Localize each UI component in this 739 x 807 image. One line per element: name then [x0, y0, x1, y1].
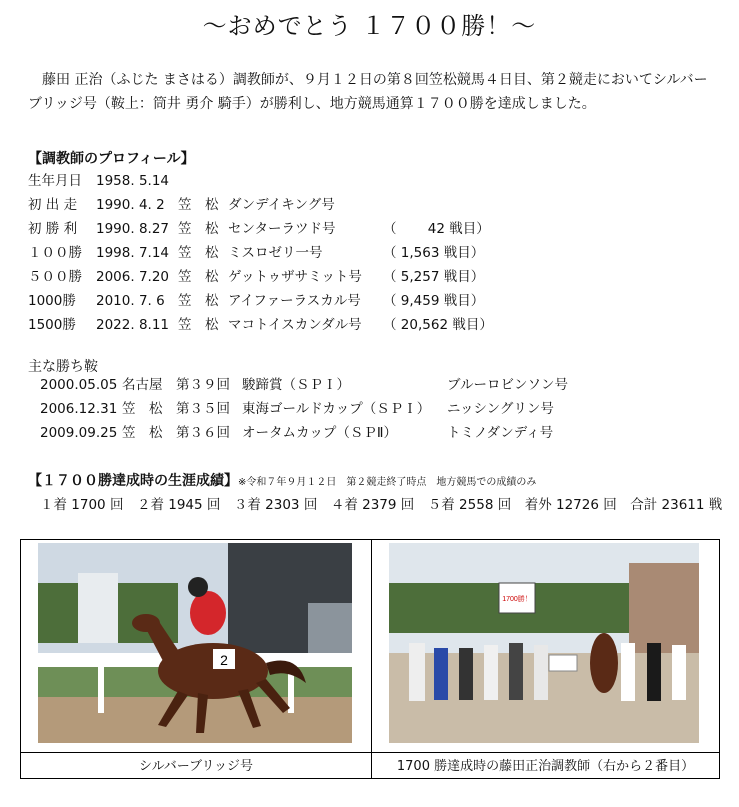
profile-date: 1998. 7.14	[96, 245, 169, 261]
profile-label: 生年月日	[28, 173, 82, 189]
profile-venue: 笠 松	[178, 245, 219, 261]
profile-horse: マコトイスカンダル号	[228, 317, 362, 333]
ceremony-photo	[389, 543, 699, 743]
saddle-number: 2	[220, 652, 228, 668]
profile-date: 1990. 8.27	[96, 221, 169, 237]
profile-date: 1990. 4. 2	[96, 197, 165, 213]
profile-label: ５００勝	[28, 269, 82, 285]
jockey-silks	[190, 591, 226, 635]
page-title: ～おめでとう １７００勝！～	[202, 12, 537, 40]
win-horse: ニッシングリン号	[447, 401, 554, 417]
person	[672, 645, 686, 700]
profile-label: 1000勝	[28, 293, 76, 309]
win-venue: 笠 松	[122, 401, 163, 417]
profile-horse: センターラツド号	[228, 221, 336, 237]
photo-table	[20, 539, 720, 779]
win-race: 東海ゴールドカップ（ＳＰＩ）	[242, 401, 431, 417]
profile-race: （ 1,563 戦目）	[383, 245, 485, 261]
profile-venue: 笠 松	[178, 293, 219, 309]
person	[534, 645, 548, 700]
record-heading-line	[28, 470, 536, 490]
profile-horse: アイファーラスカル号	[228, 293, 361, 309]
person-trainer	[621, 643, 635, 701]
profile-date: 2022. 8.11	[96, 317, 169, 333]
photo-rail-post	[98, 663, 104, 713]
profile-race: （ 9,459 戦目）	[383, 293, 485, 309]
profile-venue: 笠 松	[178, 197, 219, 213]
jockey-helmet	[188, 577, 208, 597]
photo-house	[629, 563, 699, 653]
profile-label: 1500勝	[28, 317, 76, 333]
photo-track	[38, 697, 352, 743]
profile-horse: ミスロゼリ一号	[228, 245, 323, 261]
profile-label: １００勝	[28, 245, 82, 261]
record-heading: 【１７００勝達成時の生涯成績】	[28, 473, 238, 489]
person	[459, 648, 473, 700]
sign-text: 1700勝！	[502, 596, 532, 603]
person	[484, 645, 498, 700]
profile-venue: 笠 松	[178, 221, 219, 237]
profile-date: 2010. 7. 6	[96, 293, 165, 309]
person	[647, 643, 661, 701]
profile-label: 初 勝 利	[28, 221, 78, 237]
profile-race: （ 42 戦目）	[383, 221, 490, 237]
profile-horse: ゲットゥザサミット号	[228, 269, 362, 285]
intro-paragraph	[28, 68, 718, 116]
win-round: 第３６回	[176, 425, 230, 441]
profile-heading: 【調教師のプロフィール】	[28, 151, 195, 167]
win-venue: 笠 松	[122, 425, 163, 441]
profile-venue: 笠 松	[178, 317, 219, 333]
win-round: 第３９回	[176, 377, 230, 393]
person	[509, 643, 523, 700]
profile-race: （ 20,562 戦目）	[383, 317, 493, 333]
win-date: 2009.09.25	[40, 425, 118, 441]
banner	[549, 655, 577, 671]
right-photo-cell	[372, 540, 719, 752]
photo-screen	[308, 603, 352, 653]
win-venue: 名古屋	[122, 377, 163, 393]
record-note: ※令和７年９月１２日 第２競走終了時点 地方競馬での成績のみ	[238, 477, 537, 488]
person	[409, 643, 425, 701]
horse	[590, 633, 618, 693]
profile-date: 1958. 5.14	[96, 173, 169, 189]
win-horse: ブルーロビンソン号	[447, 377, 568, 393]
profile-race: （ 5,257 戦目）	[383, 269, 485, 285]
profile-venue: 笠 松	[178, 269, 219, 285]
record-line: １着 1700 回 ２着 1945 回 ３着 2303 回 ４着 2379 回 ５着 2558 回 着外 12726 回 合計 23611 戦	[40, 497, 723, 513]
intro-text: 藤田 正治（ふじた まさはる）調教師が、９月１２日の第８回笠松競馬４日目、第２競走においてシルバーブリッジ号（鞍上：筒井 勇介 騎手）が勝利し、地方競馬通算１７００勝を達成しました。	[28, 72, 708, 112]
photo-building	[78, 573, 118, 643]
race-photo	[38, 543, 352, 743]
horse-head	[132, 614, 160, 632]
profile-date: 2006. 7.20	[96, 269, 169, 285]
left-photo-caption: シルバーブリッジ号	[21, 752, 371, 779]
profile-label: 初 出 走	[28, 197, 78, 213]
win-race: オータムカップ（ＳＰⅡ）	[242, 425, 398, 441]
win-date: 2006.12.31	[40, 401, 118, 417]
win-horse: トミノダンディ号	[447, 425, 554, 441]
win-race: 駿蹄賞（ＳＰＩ）	[242, 377, 350, 393]
win-round: 第３５回	[176, 401, 230, 417]
wins-heading: 主な勝ち鞍	[28, 359, 98, 375]
right-photo-caption: 1700 勝達成時の藤田正治調教師（右から２番目）	[372, 752, 719, 779]
left-photo-cell	[21, 540, 371, 752]
person	[434, 648, 448, 700]
win-date: 2000.05.05	[40, 377, 118, 393]
profile-horse: ダンデイキング号	[228, 197, 335, 213]
